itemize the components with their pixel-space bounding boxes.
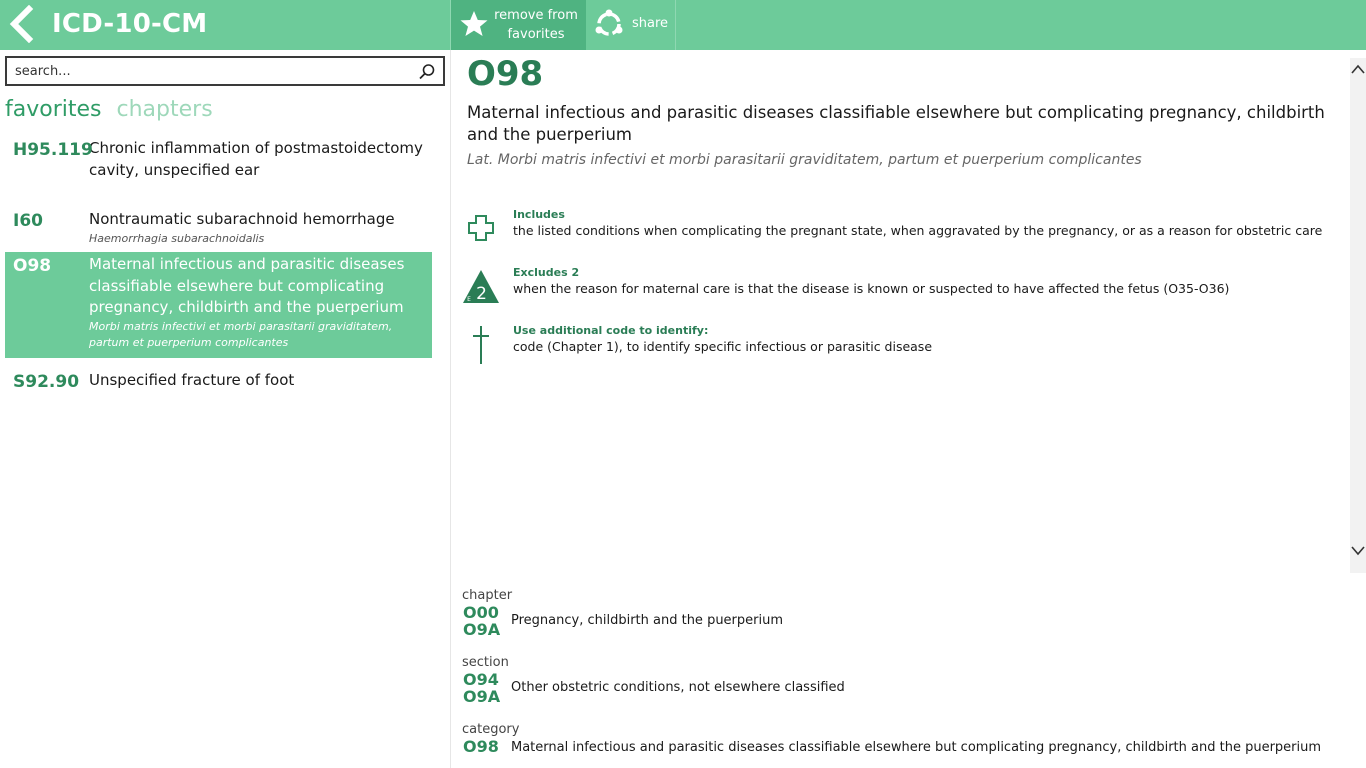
- category-section: [462, 722, 1352, 763]
- search-input[interactable]: [15, 62, 410, 80]
- chapter-name: Pregnancy, childbirth and the puerperium: [511, 613, 784, 628]
- chapter-code-from: O00: [463, 603, 499, 622]
- tab-chapters[interactable]: chapters: [116, 97, 213, 122]
- section-label: section: [462, 655, 509, 670]
- category-link[interactable]: [462, 737, 1352, 763]
- excludes2-text: when the reason for maternal care is that the disease is known or suspected to have affected the fetus (O35-O36): [513, 281, 1230, 296]
- plus-cross-icon: [461, 208, 501, 248]
- item-code: H95.119: [13, 140, 93, 160]
- share-label: share: [632, 16, 669, 31]
- additional-heading: Use additional code to identify:: [513, 324, 709, 337]
- excludes2-badge-letter: E: [467, 296, 471, 303]
- remove-from-favorites-label: [491, 6, 581, 44]
- section-link[interactable]: [462, 670, 1352, 710]
- dagger-icon: [461, 324, 501, 364]
- fav-label-line1: remove from: [494, 8, 578, 23]
- list-item[interactable]: [5, 136, 432, 207]
- additional-code-note: [467, 324, 1347, 364]
- star-icon: [459, 9, 489, 39]
- chapter-label: chapter: [462, 588, 513, 603]
- item-latin: Haemorrhagia subarachnoidalis: [89, 231, 265, 245]
- item-code: I60: [13, 211, 43, 231]
- includes-note: [467, 208, 1347, 248]
- category-code: O98: [463, 737, 499, 756]
- chapter-codes: [463, 605, 500, 638]
- section-codes: [463, 672, 500, 705]
- item-code: O98: [13, 256, 52, 276]
- section-section: [462, 655, 1352, 710]
- excludes2-badge-icon: [461, 266, 501, 306]
- additional-text: code (Chapter 1), to identify specific infectious or parasitic disease: [513, 339, 933, 354]
- tab-favorites[interactable]: favorites: [5, 97, 102, 122]
- fav-label-line2: favorites: [507, 27, 565, 42]
- app-bar: [0, 0, 1366, 50]
- chapter-section: [462, 588, 1352, 643]
- list-item-selected[interactable]: [5, 252, 432, 358]
- excludes2-note: [467, 266, 1347, 306]
- favorites-list: [5, 136, 432, 404]
- category-label: category: [462, 722, 520, 737]
- pivot-tabs: [5, 97, 221, 122]
- section-code-to: O9A: [463, 686, 501, 706]
- search-icon[interactable]: [418, 63, 436, 81]
- scroll-up-icon[interactable]: [1350, 62, 1366, 76]
- detail-scrollbar[interactable]: [1350, 58, 1366, 573]
- section-name: Other obstetric conditions, not elsewhere classified: [511, 680, 845, 695]
- includes-heading: Includes: [513, 208, 565, 221]
- category-name: Maternal infectious and parasitic diseases classifiable elsewhere but complicating pregnancy, childbirth and the puerperium: [511, 740, 1322, 755]
- item-description: Chronic inflammation of postmastoidectomy cavity, unspecified ear: [89, 139, 423, 179]
- item-description: Nontraumatic subarachnoid hemorrhage: [89, 210, 395, 228]
- excludes2-badge-number: 2: [476, 284, 487, 304]
- chapter-code-to: O9A: [463, 619, 501, 639]
- remove-from-favorites-button[interactable]: [451, 0, 586, 50]
- share-icon: [594, 9, 624, 39]
- list-item[interactable]: [5, 207, 432, 252]
- item-description: Maternal infectious and parasitic diseases classifiable elsewhere but complicating pregnancy, childbirth and the puerperium: [89, 255, 405, 316]
- back-button[interactable]: [4, 5, 40, 43]
- section-code-from: O94: [463, 670, 499, 689]
- search-box: [5, 56, 445, 86]
- app-title: ICD-10-CM: [52, 9, 208, 39]
- pane-divider: [450, 50, 451, 768]
- detail-title: Maternal infectious and parasitic diseases classifiable elsewhere but complicating pregnancy, childbirth and the puerperium: [467, 103, 1325, 144]
- chapter-link[interactable]: [462, 603, 1352, 643]
- excludes2-heading: Excludes 2: [513, 266, 580, 279]
- includes-text: the listed conditions when complicating the pregnant state, when aggravated by the pregnancy, or as a reason for obstetric care: [513, 223, 1323, 238]
- item-latin: Morbi matris infectivi et morbi parasitarii graviditatem, partum et puerperium complicantes: [89, 319, 393, 349]
- back-arrow-icon: [4, 5, 40, 43]
- list-item[interactable]: [5, 368, 432, 404]
- detail-latin: Lat. Morbi matris infectivi et morbi parasitarii graviditatem, partum et puerperium complicantes: [467, 152, 1142, 168]
- share-button[interactable]: [586, 0, 676, 50]
- detail-code: O98: [467, 54, 544, 94]
- item-description: Unspecified fracture of foot: [89, 371, 295, 389]
- item-code: S92.90: [13, 372, 80, 392]
- scroll-down-icon[interactable]: [1350, 544, 1366, 558]
- favorites-pane: [0, 50, 450, 768]
